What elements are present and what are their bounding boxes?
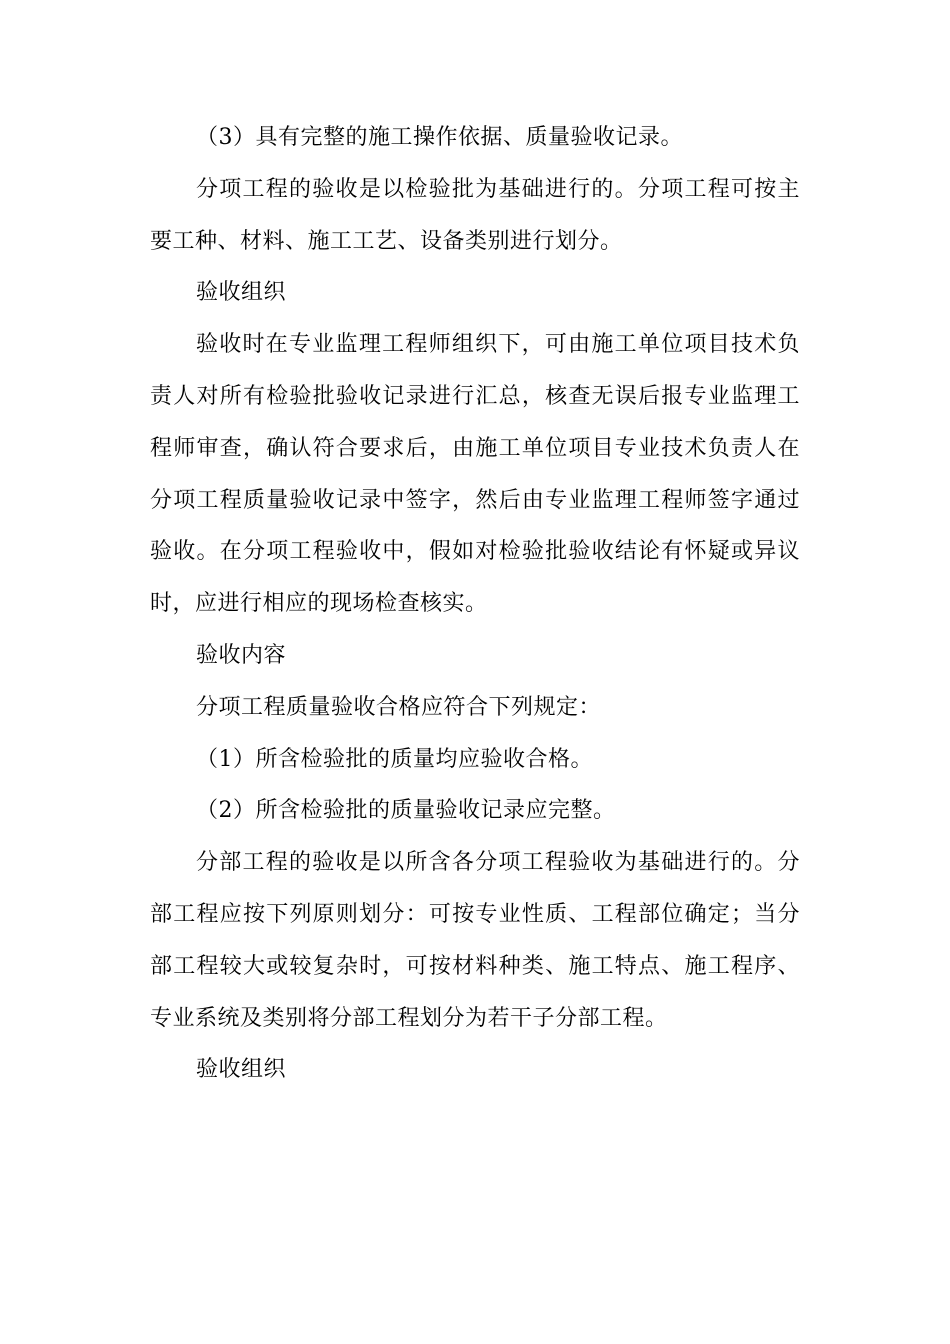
- list-item-3: （3）具有完整的施工操作依据、质量验收记录。: [196, 125, 683, 150]
- body-paragraph: 分项工程的验收是以检验批为基础进行的。分项工程可按主要工种、材料、施工工艺、设备类别进行划分。: [150, 176, 800, 254]
- body-paragraph: 分项工程质量验收合格应符合下列规定：: [196, 694, 602, 720]
- section-heading: 验收组织: [196, 280, 287, 306]
- body-paragraph: 分部工程的验收是以所含各分项工程验收为基础进行的。分部工程应按下列原则划分：可按专业性质、工程部位确定；当分部工程较大或较复杂时，可按材料种类、施工特点、施工程序、专业系统及类别将分部工程划分为若干子分部工程。: [150, 850, 800, 1031]
- list-item-1: （1）所含检验批的质量均应验收合格。: [196, 746, 593, 772]
- body-paragraph: 验收时在专业监理工程师组织下，可由施工单位项目技术负责人对所有检验批验收记录进行汇总，核查无误后报专业监理工程师审查，确认符合要求后，由施工单位项目专业技术负责人在分项工程质量验收记录中签字，然后由专业监理工程师签字通过验收。在分项工程验收中，假如对检验批验收结论有怀疑或异议时，应进行相应的现场检查核实。: [150, 332, 800, 617]
- list-item-2: （2）所含检验批的质量验收记录应完整。: [196, 798, 616, 824]
- section-heading: 验收内容: [196, 642, 287, 668]
- section-heading: 验收组织: [196, 1057, 287, 1083]
- document-body: [150, 112, 800, 1096]
